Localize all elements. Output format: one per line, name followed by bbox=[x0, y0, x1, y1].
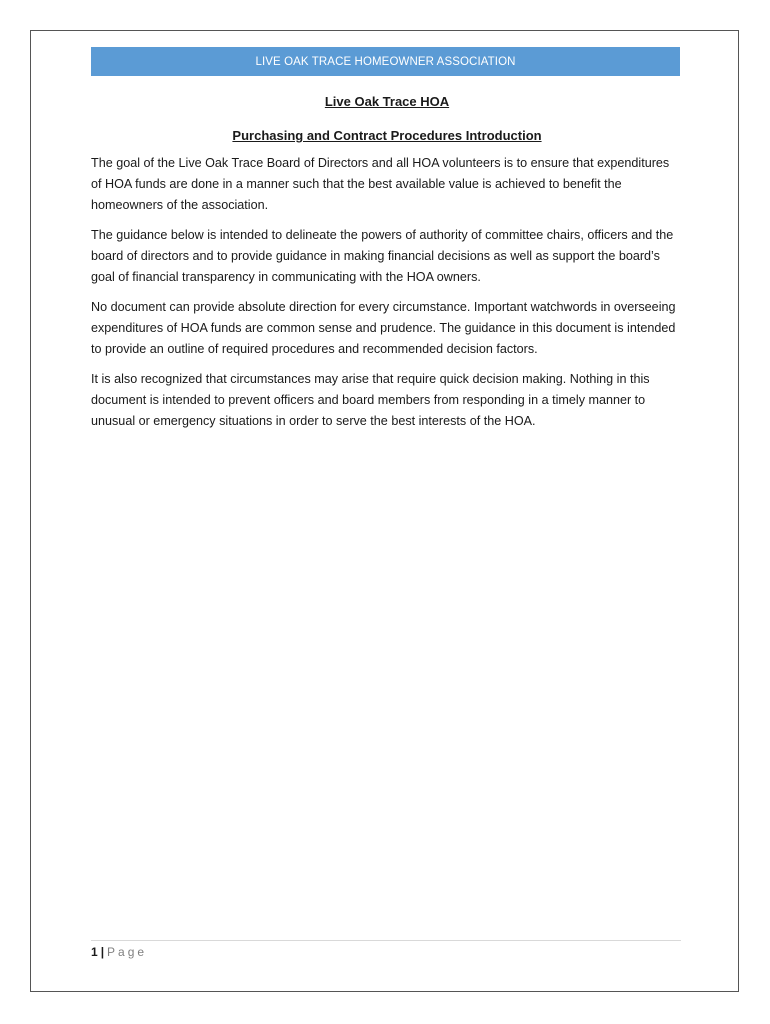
header-banner-text: LIVE OAK TRACE HOMEOWNER ASSOCIATION bbox=[255, 55, 516, 68]
paragraph-goal: The goal of the Live Oak Trace Board of Directors and all HOA volunteers is to ensure that expenditures of HOA funds are done in a manner such that the best available value is achieved to benefit the homeowners of the association. bbox=[91, 156, 670, 212]
page-number: 1 bbox=[91, 945, 98, 959]
document-body bbox=[91, 93, 683, 441]
paragraph-direction: No document can provide absolute direction for every circumstance. Important watchwords in overseeing expenditures of HOA funds are common sense and prudence. The guidance in this document is intended to provide an outline of required procedures and recommended decision factors. bbox=[91, 300, 676, 356]
header-banner bbox=[91, 47, 680, 76]
document-page bbox=[30, 30, 739, 992]
page-label: Page bbox=[107, 945, 148, 959]
document-title: Live Oak Trace HOA bbox=[324, 94, 450, 109]
footer-divider bbox=[91, 940, 681, 941]
paragraph-guidance: The guidance below is intended to delineate the powers of authority of committee chairs, officers and the board of directors and to provide guidance in making financial decisions as well as support the board’s goal of financial transparency in communicating with the HOA owners. bbox=[91, 228, 674, 284]
document-subtitle: Purchasing and Contract Procedures Introduction bbox=[232, 128, 542, 143]
footer-separator: | bbox=[100, 945, 105, 959]
paragraph-emergency: It is also recognized that circumstances may arise that require quick decision making. Nothing in this document is intended to prevent officers and board members from responding in a timely manner to unusual or emergency situations in order to serve the best interests of the HOA. bbox=[91, 372, 650, 428]
page-footer bbox=[91, 944, 147, 960]
